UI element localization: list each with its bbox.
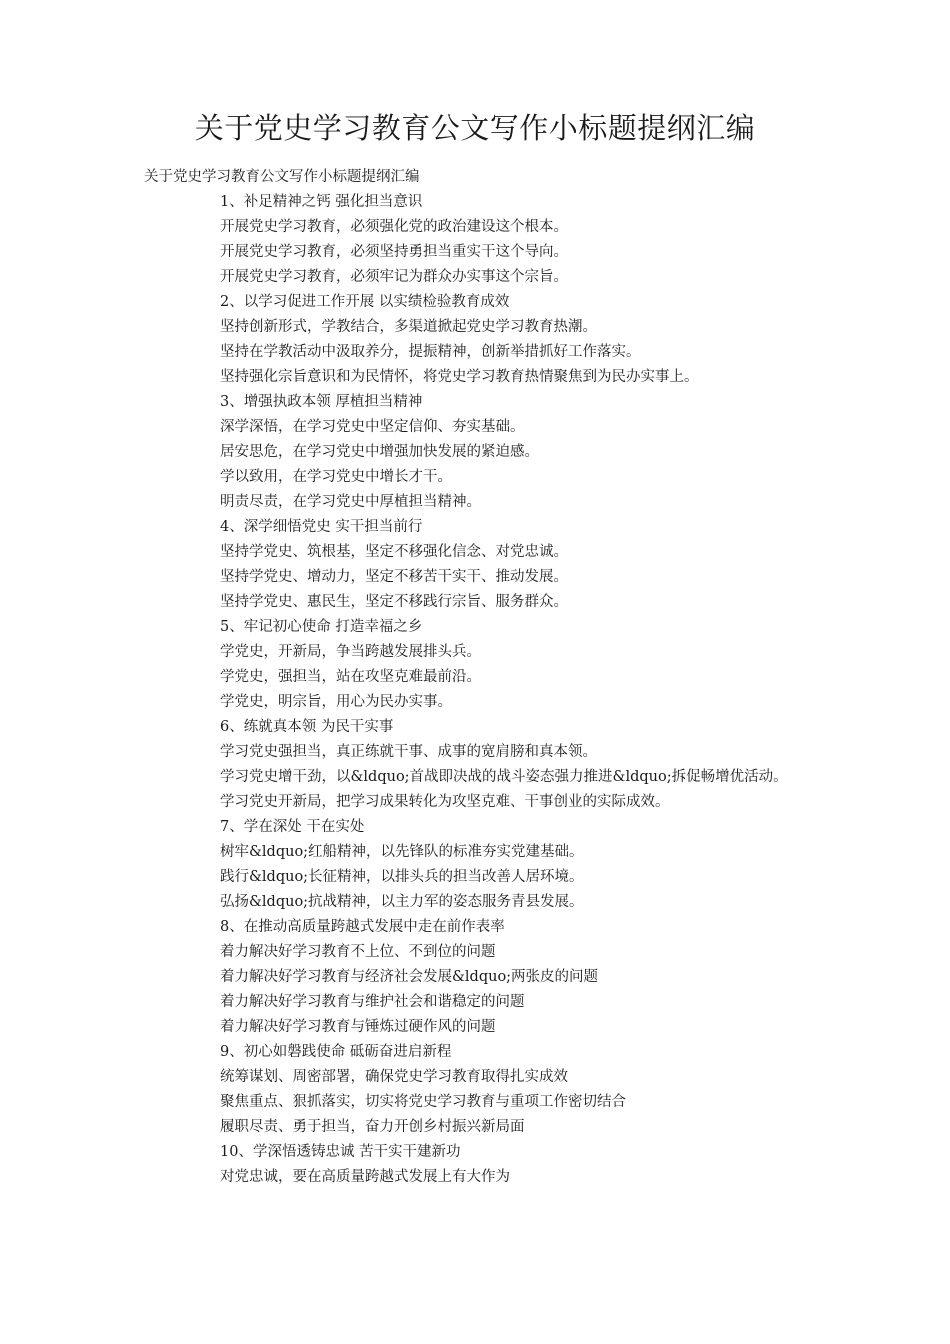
paragraph-line: 着力解决好学习教育与维护社会和谐稳定的问题 <box>220 994 525 1010</box>
paragraph-line: 开展党史学习教育，必须牢记为群众办实事这个宗旨。 <box>220 269 568 285</box>
paragraph-line: 弘扬&ldquo;抗战精神，以主力军的姿态服务青县发展。 <box>220 894 584 910</box>
paragraph-line: 学习党史强担当，真正练就干事、成事的宽肩膀和真本领。 <box>220 744 597 760</box>
paragraph-line: 坚持强化宗旨意识和为民情怀，将党史学习教育热情聚焦到为民办实事上。 <box>220 369 699 385</box>
section-heading-2: 2、以学习促进工作开展 以实绩检验教育成效 <box>220 294 510 310</box>
section-heading-1: 1、补足精神之钙 强化担当意识 <box>220 194 423 210</box>
section-heading-6: 6、练就真本领 为民干实事 <box>220 719 394 735</box>
section-heading-7: 7、学在深处 干在实处 <box>220 819 365 835</box>
paragraph-line: 坚持学党史、惠民生，坚定不移践行宗旨、服务群众。 <box>220 594 568 610</box>
document-body <box>144 165 824 1190</box>
paragraph-line: 统筹谋划、周密部署，确保党史学习教育取得扎实成效 <box>220 1069 568 1085</box>
paragraph-line: 学党史，开新局，争当跨越发展排头兵。 <box>220 644 481 660</box>
paragraph-line: 学党史，强担当，站在攻坚克难最前沿。 <box>220 669 481 685</box>
paragraph-line: 着力解决好学习教育不上位、不到位的问题 <box>220 944 496 960</box>
paragraph-line: 对党忠诚，要在高质量跨越式发展上有大作为 <box>220 1169 510 1185</box>
paragraph-line: 开展党史学习教育，必须坚持勇担当重实干这个导向。 <box>220 244 568 260</box>
paragraph-line: 坚持学党史、筑根基，坚定不移强化信念、对党忠诚。 <box>220 544 568 560</box>
paragraph-line: 履职尽责、勇于担当，奋力开创乡村振兴新局面 <box>220 1119 525 1135</box>
paragraph-line: 树牢&ldquo;红船精神，以先锋队的标准夯实党建基础。 <box>220 844 584 860</box>
paragraph-line: 坚持创新形式，学教结合，多渠道掀起党史学习教育热潮。 <box>220 319 597 335</box>
paragraph-line: 学习党史开新局，把学习成果转化为攻坚克难、干事创业的实际成效。 <box>220 794 670 810</box>
section-heading-8: 8、在推动高质量跨越式发展中走在前作表率 <box>220 919 505 935</box>
paragraph-line: 学党史，明宗旨，用心为民办实事。 <box>220 694 452 710</box>
paragraph-line: 明责尽责，在学习党史中厚植担当精神。 <box>220 494 481 510</box>
paragraph-line: 践行&ldquo;长征精神，以排头兵的担当改善人居环境。 <box>220 869 584 885</box>
paragraph-line: 学以致用，在学习党史中增长才干。 <box>220 469 452 485</box>
section-heading-10: 10、学深悟透铸忠诚 苦干实干建新功 <box>220 1144 461 1160</box>
section-heading-5: 5、牢记初心使命 打造幸福之乡 <box>220 619 423 635</box>
paragraph-line: 坚持学党史、增动力，坚定不移苦干实干、推动发展。 <box>220 569 568 585</box>
paragraph-line: 聚焦重点、狠抓落实，切实将党史学习教育与重项工作密切结合 <box>220 1094 626 1110</box>
section-heading-9: 9、初心如磐践使命 砥砺奋进启新程 <box>220 1044 452 1060</box>
paragraph-line: 坚持在学教活动中汲取养分，提振精神，创新举措抓好工作落实。 <box>220 344 641 360</box>
paragraph-line: 开展党史学习教育，必须强化党的政治建设这个根本。 <box>220 219 568 235</box>
section-heading-4: 4、深学细悟党史 实干担当前行 <box>220 519 423 535</box>
paragraph-line: 着力解决好学习教育与锤炼过硬作风的问题 <box>220 1019 496 1035</box>
section-heading-3: 3、增强执政本领 厚植担当精神 <box>220 394 423 410</box>
paragraph-line: 深学深悟，在学习党史中坚定信仰、夯实基础。 <box>220 419 525 435</box>
document-title: 关于党史学习教育公文写作小标题提纲汇编 <box>194 111 756 145</box>
paragraph-line: 着力解决好学习教育与经济社会发展&ldquo;两张皮的问题 <box>220 969 599 985</box>
paragraph-line-wrapped: 学习党史增干劲，以&ldquo;首战即决战的战斗姿态强力推进&ldquo;拆促畅增优活动。 <box>220 769 788 785</box>
document-subtitle: 关于党史学习教育公文写作小标题提纲汇编 <box>144 169 420 185</box>
paragraph-line: 居安思危，在学习党史中增强加快发展的紧迫感。 <box>220 444 539 460</box>
